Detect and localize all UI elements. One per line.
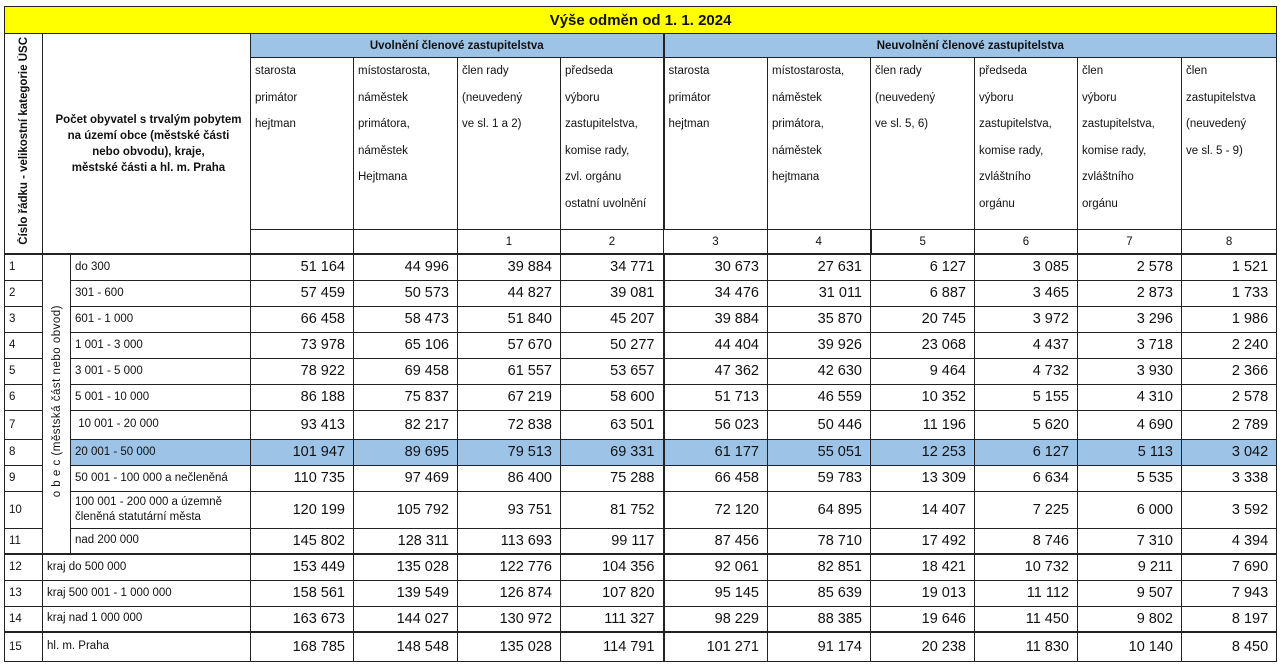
value-cell: 19 013	[871, 580, 975, 606]
value-cell: 7 690	[1182, 554, 1277, 580]
table-row	[5, 384, 1277, 410]
blank-cell	[354, 230, 458, 255]
value-cell: 39 884	[664, 306, 768, 332]
category-label-line: 50 001 - 100 000 a nečleněná	[75, 471, 228, 484]
value-cell: 1 986	[1182, 306, 1277, 332]
column-header-2	[354, 58, 458, 230]
category-label	[71, 528, 251, 554]
value-cell: 8 746	[975, 528, 1078, 554]
category-label-line: kraj do 500 000	[47, 560, 127, 573]
row-number: 6	[5, 384, 43, 410]
value-cell: 55 051	[768, 439, 871, 465]
value-cell: 35 870	[768, 306, 871, 332]
value-cell: 126 874	[458, 580, 561, 606]
category-label	[71, 491, 251, 528]
value-cell: 50 446	[768, 410, 871, 439]
value-cell: 63 501	[561, 410, 664, 439]
value-cell: 8 197	[1182, 606, 1277, 632]
value-cell: 14 407	[871, 491, 975, 528]
value-cell: 19 646	[871, 606, 975, 632]
value-cell: 148 548	[354, 632, 458, 661]
value-cell: 53 657	[561, 358, 664, 384]
value-cell: 6 127	[871, 254, 975, 280]
column-header-line: zastupitelstva,	[565, 118, 638, 130]
value-cell: 9 211	[1078, 554, 1182, 580]
column-header-line: ve sl. 5 - 9)	[1186, 144, 1243, 157]
value-cell: 47 362	[664, 358, 768, 384]
category-label	[71, 439, 251, 465]
value-cell: 3 465	[975, 280, 1078, 306]
municipality-category-label: o b e c (městská část nebo obvod)	[50, 305, 63, 498]
category-label-line: 301 - 600	[75, 286, 124, 299]
table-row	[5, 332, 1277, 358]
value-cell: 66 458	[664, 465, 768, 491]
population-header	[43, 34, 251, 255]
category-label-line: 5 001 - 10 000	[75, 390, 150, 403]
value-cell: 128 311	[354, 528, 458, 554]
column-header-line: Hejtmana	[358, 171, 408, 183]
value-cell: 12 253	[871, 439, 975, 465]
value-cell: 58 473	[354, 306, 458, 332]
value-cell: 64 895	[768, 491, 871, 528]
column-header-line: ve sl. 5, 6)	[875, 118, 929, 130]
value-cell: 61 177	[664, 439, 768, 465]
value-cell: 6 000	[1078, 491, 1182, 528]
column-header-line: místostarosta,	[772, 65, 845, 77]
value-cell: 46 559	[768, 384, 871, 410]
column-header-line: výboru	[979, 91, 1014, 104]
row-number: 14	[5, 606, 43, 632]
category-label	[71, 465, 251, 491]
value-cell: 42 630	[768, 358, 871, 384]
value-cell: 6 127	[975, 439, 1078, 465]
value-cell: 107 820	[561, 580, 664, 606]
value-cell: 51 713	[664, 384, 768, 410]
value-cell: 50 277	[561, 332, 664, 358]
category-label-line: hl. m. Praha	[47, 640, 109, 653]
unreleased-members-group: Neuvolnění členové zastupitelstva	[664, 34, 1277, 58]
column-number: 6	[975, 230, 1078, 255]
column-header-line: místostarosta,	[358, 65, 431, 77]
value-cell: 101 947	[251, 439, 354, 465]
value-cell: 144 027	[354, 606, 458, 632]
column-header-line: výboru	[1082, 91, 1117, 104]
value-cell: 45 207	[561, 306, 664, 332]
table-row	[5, 632, 1277, 661]
value-cell: 3 972	[975, 306, 1078, 332]
value-cell: 2 578	[1182, 384, 1277, 410]
value-cell: 3 085	[975, 254, 1078, 280]
row-number: 11	[5, 528, 43, 554]
row-number: 5	[5, 358, 43, 384]
row-number: 12	[5, 554, 43, 580]
column-header-line: zvláštního	[1082, 171, 1134, 183]
value-cell: 5 155	[975, 384, 1078, 410]
category-label	[43, 554, 251, 580]
value-cell: 34 476	[664, 280, 768, 306]
category-label	[43, 632, 251, 661]
row-number: 2	[5, 280, 43, 306]
table-row	[5, 554, 1277, 580]
value-cell: 44 827	[458, 280, 561, 306]
value-cell: 114 791	[561, 632, 664, 661]
value-cell: 57 670	[458, 332, 561, 358]
table-row	[5, 306, 1277, 332]
value-cell: 9 464	[871, 358, 975, 384]
category-label	[71, 280, 251, 306]
value-cell: 113 693	[458, 528, 561, 554]
table-title: Výše odměn od 1. 1. 2024	[5, 7, 1277, 34]
table-row	[5, 606, 1277, 632]
category-label-line: 1 001 - 3 000	[75, 338, 143, 351]
value-cell: 110 735	[251, 465, 354, 491]
value-cell: 34 771	[561, 254, 664, 280]
column-header-10	[1182, 58, 1277, 230]
value-cell: 78 922	[251, 358, 354, 384]
value-cell: 39 926	[768, 332, 871, 358]
column-header-4	[561, 58, 664, 230]
value-cell: 5 535	[1078, 465, 1182, 491]
value-cell: 57 459	[251, 280, 354, 306]
column-header-line: (neuvedený	[462, 91, 523, 104]
row-number-header	[5, 34, 43, 255]
category-label	[71, 410, 251, 439]
table-row	[5, 491, 1277, 528]
value-cell: 93 413	[251, 410, 354, 439]
column-header-line: starosta	[668, 65, 710, 77]
value-cell: 11 830	[975, 632, 1078, 661]
row-number: 4	[5, 332, 43, 358]
row-number: 8	[5, 439, 43, 465]
column-header-1	[251, 58, 354, 230]
column-header-line: hejtman	[668, 118, 710, 130]
column-header-line: komise rady,	[565, 144, 630, 157]
category-label	[71, 384, 251, 410]
column-header-line: náměstek	[358, 144, 408, 157]
value-cell: 11 196	[871, 410, 975, 439]
value-cell: 97 469	[354, 465, 458, 491]
value-cell: 95 145	[664, 580, 768, 606]
value-cell: 122 776	[458, 554, 561, 580]
value-cell: 39 081	[561, 280, 664, 306]
column-header-line: předseda	[979, 65, 1027, 77]
value-cell: 44 996	[354, 254, 458, 280]
column-header-line: orgánu	[979, 197, 1015, 210]
row-number: 15	[5, 632, 43, 661]
value-cell: 72 838	[458, 410, 561, 439]
row-number: 1	[5, 254, 43, 280]
value-cell: 111 327	[561, 606, 664, 632]
category-label	[43, 580, 251, 606]
value-cell: 30 673	[664, 254, 768, 280]
value-cell: 5 620	[975, 410, 1078, 439]
category-label-line: do 300	[75, 260, 111, 273]
value-cell: 5 113	[1078, 439, 1182, 465]
value-cell: 50 573	[354, 280, 458, 306]
value-cell: 8 450	[1182, 632, 1277, 661]
value-cell: 10 352	[871, 384, 975, 410]
value-cell: 1 733	[1182, 280, 1277, 306]
column-number: 7	[1078, 230, 1182, 255]
value-cell: 58 600	[561, 384, 664, 410]
column-header-5	[664, 58, 768, 230]
population-header-line: městské části a hl. m. Praha	[71, 161, 226, 174]
value-cell: 44 404	[664, 332, 768, 358]
table-row	[5, 254, 1277, 280]
value-cell: 101 271	[664, 632, 768, 661]
category-label-line: 20 001 - 50 000	[75, 445, 156, 458]
value-cell: 72 120	[664, 491, 768, 528]
value-cell: 69 331	[561, 439, 664, 465]
value-cell: 98 229	[664, 606, 768, 632]
value-cell: 3 042	[1182, 439, 1277, 465]
value-cell: 67 219	[458, 384, 561, 410]
column-number: 5	[871, 230, 975, 255]
category-label-line: 100 001 - 200 000 a územně	[75, 495, 223, 508]
column-header-line: primátor	[255, 91, 298, 104]
value-cell: 2 789	[1182, 410, 1277, 439]
column-header-line: předseda	[565, 65, 613, 77]
value-cell: 135 028	[458, 632, 561, 661]
value-cell: 168 785	[251, 632, 354, 661]
value-cell: 82 851	[768, 554, 871, 580]
column-header-line: komise rady,	[979, 144, 1044, 157]
category-label-line: kraj nad 1 000 000	[47, 612, 143, 625]
value-cell: 56 023	[664, 410, 768, 439]
category-label	[71, 358, 251, 384]
column-header-line: člen rady	[462, 65, 509, 77]
value-cell: 86 400	[458, 465, 561, 491]
column-header-line: náměstek	[772, 144, 822, 157]
column-header-line: (neuvedený	[1186, 118, 1247, 130]
column-number: 2	[561, 230, 664, 255]
value-cell: 31 011	[768, 280, 871, 306]
value-cell: 89 695	[354, 439, 458, 465]
table-row	[5, 358, 1277, 384]
value-cell: 73 978	[251, 332, 354, 358]
column-header-line: (neuvedený	[875, 91, 936, 104]
category-label	[43, 606, 251, 632]
released-members-group: Uvolnění členové zastupitelstva	[251, 34, 664, 58]
column-number: 3	[664, 230, 768, 255]
value-cell: 11 112	[975, 580, 1078, 606]
column-header-line: zvl. orgánu	[565, 171, 622, 183]
column-header-line: primátora,	[358, 118, 410, 130]
table-row	[5, 410, 1277, 439]
value-cell: 75 837	[354, 384, 458, 410]
column-header-line: člen	[1082, 65, 1104, 77]
value-cell: 7 225	[975, 491, 1078, 528]
category-label-line: 601 - 1 000	[75, 312, 134, 325]
value-cell: 82 217	[354, 410, 458, 439]
row-number: 10	[5, 491, 43, 528]
value-cell: 4 394	[1182, 528, 1277, 554]
value-cell: 18 421	[871, 554, 975, 580]
value-cell: 59 783	[768, 465, 871, 491]
column-header-6	[768, 58, 871, 230]
column-number: 8	[1182, 230, 1277, 255]
value-cell: 153 449	[251, 554, 354, 580]
value-cell: 99 117	[561, 528, 664, 554]
value-cell: 145 802	[251, 528, 354, 554]
value-cell: 3 338	[1182, 465, 1277, 491]
value-cell: 3 592	[1182, 491, 1277, 528]
column-header-line: primátor	[668, 91, 711, 104]
column-header-3	[458, 58, 561, 230]
value-cell: 105 792	[354, 491, 458, 528]
value-cell: 1 521	[1182, 254, 1277, 280]
column-header-7	[871, 58, 975, 230]
column-header-line: člen rady	[875, 65, 922, 77]
value-cell: 3 296	[1078, 306, 1182, 332]
value-cell: 120 199	[251, 491, 354, 528]
value-cell: 51 840	[458, 306, 561, 332]
value-cell: 3 930	[1078, 358, 1182, 384]
value-cell: 85 639	[768, 580, 871, 606]
category-label-line: členěná statutární města	[75, 510, 201, 523]
category-label	[71, 254, 251, 280]
value-cell: 7 310	[1078, 528, 1182, 554]
population-header-line: na území obce (městské části	[67, 129, 230, 142]
column-header-line: náměstek	[358, 91, 408, 104]
value-cell: 81 752	[561, 491, 664, 528]
value-cell: 158 561	[251, 580, 354, 606]
column-header-line: zvláštního	[979, 171, 1031, 183]
column-header-line: zastupitelstva	[1186, 91, 1256, 104]
value-cell: 4 732	[975, 358, 1078, 384]
value-cell: 3 718	[1078, 332, 1182, 358]
value-cell: 20 745	[871, 306, 975, 332]
value-cell: 51 164	[251, 254, 354, 280]
value-cell: 4 310	[1078, 384, 1182, 410]
value-cell: 2 240	[1182, 332, 1277, 358]
row-number: 7	[5, 410, 43, 439]
column-header-8	[975, 58, 1078, 230]
value-cell: 2 873	[1078, 280, 1182, 306]
category-label-line: kraj 500 001 - 1 000 000	[47, 586, 172, 599]
value-cell: 87 456	[664, 528, 768, 554]
value-cell: 135 028	[354, 554, 458, 580]
municipality-category-label-cell	[43, 254, 71, 554]
value-cell: 75 288	[561, 465, 664, 491]
value-cell: 66 458	[251, 306, 354, 332]
column-header-line: náměstek	[772, 91, 822, 104]
value-cell: 93 751	[458, 491, 561, 528]
value-cell: 163 673	[251, 606, 354, 632]
value-cell: 9 507	[1078, 580, 1182, 606]
value-cell: 6 887	[871, 280, 975, 306]
table-row	[5, 580, 1277, 606]
row-number: 13	[5, 580, 43, 606]
value-cell: 13 309	[871, 465, 975, 491]
column-header-line: ostatní uvolnění	[565, 197, 647, 210]
population-header-line: nebo obvodu), kraje,	[92, 145, 205, 158]
column-header-line: hejtmana	[772, 171, 820, 183]
column-header-line: člen	[1186, 65, 1208, 77]
value-cell: 9 802	[1078, 606, 1182, 632]
category-label-line: nad 200 000	[75, 534, 139, 547]
table-row	[5, 465, 1277, 491]
column-header-line: primátora,	[772, 118, 824, 130]
value-cell: 61 557	[458, 358, 561, 384]
population-header-line: Počet obyvatel s trvalým pobytem	[55, 113, 242, 126]
row-number: 9	[5, 465, 43, 491]
category-label	[71, 332, 251, 358]
value-cell: 2 366	[1182, 358, 1277, 384]
row-number: 3	[5, 306, 43, 332]
rewards-table-wrapper	[4, 6, 1276, 662]
value-cell: 2 578	[1078, 254, 1182, 280]
value-cell: 10 140	[1078, 632, 1182, 661]
table-row	[5, 439, 1277, 465]
category-label	[71, 306, 251, 332]
column-header-line: starosta	[255, 65, 296, 77]
value-cell: 92 061	[664, 554, 768, 580]
column-header-line: zastupitelstva,	[1082, 118, 1155, 130]
rewards-table	[4, 6, 1277, 662]
value-cell: 69 458	[354, 358, 458, 384]
table-row	[5, 528, 1277, 554]
value-cell: 65 106	[354, 332, 458, 358]
value-cell: 7 943	[1182, 580, 1277, 606]
category-label-line: 3 001 - 5 000	[75, 364, 143, 377]
value-cell: 91 174	[768, 632, 871, 661]
value-cell: 86 188	[251, 384, 354, 410]
column-header-line: komise rady,	[1082, 144, 1147, 157]
column-number: 4	[768, 230, 871, 255]
value-cell: 39 884	[458, 254, 561, 280]
value-cell: 4 437	[975, 332, 1078, 358]
table-row	[5, 280, 1277, 306]
category-label-line: 10 001 - 20 000	[75, 418, 159, 430]
value-cell: 11 450	[975, 606, 1078, 632]
value-cell: 4 690	[1078, 410, 1182, 439]
value-cell: 104 356	[561, 554, 664, 580]
column-header-line: orgánu	[1082, 197, 1118, 210]
value-cell: 6 634	[975, 465, 1078, 491]
row-number-header-label: Číslo řádku - velikostní kategorie ÚSC	[17, 37, 30, 245]
value-cell: 10 732	[975, 554, 1078, 580]
value-cell: 139 549	[354, 580, 458, 606]
column-number: 1	[458, 230, 561, 255]
value-cell: 17 492	[871, 528, 975, 554]
value-cell: 27 631	[768, 254, 871, 280]
column-header-9	[1078, 58, 1182, 230]
column-header-line: hejtman	[255, 118, 296, 130]
value-cell: 79 513	[458, 439, 561, 465]
value-cell: 88 385	[768, 606, 871, 632]
column-header-line: výboru	[565, 91, 600, 104]
blank-cell	[251, 230, 354, 255]
value-cell: 20 238	[871, 632, 975, 661]
column-header-line: zastupitelstva,	[979, 118, 1052, 130]
value-cell: 78 710	[768, 528, 871, 554]
column-header-line: ve sl. 1 a 2)	[462, 118, 522, 130]
value-cell: 23 068	[871, 332, 975, 358]
value-cell: 130 972	[458, 606, 561, 632]
